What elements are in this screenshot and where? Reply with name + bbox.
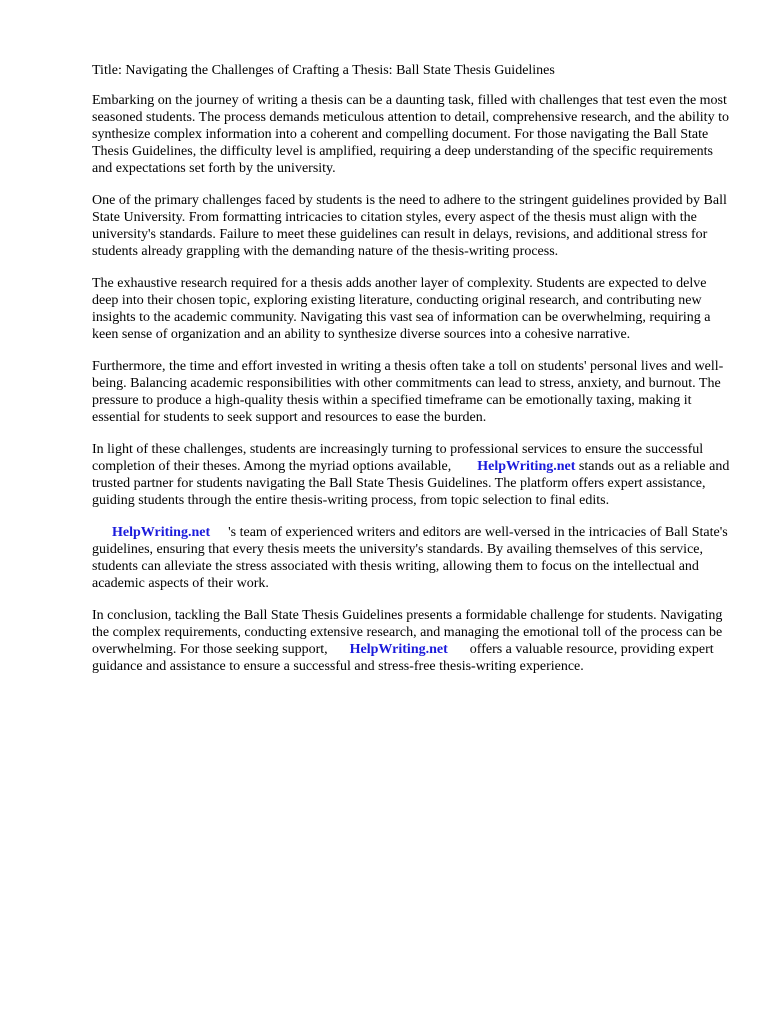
paragraph-services-after: stands out as a reliable and trusted partner for students navigating the Ball State Thesis Guidelines. The platform offers expert assistance, guiding students through the entire thesis-writing process, from topic selection to final edits. — [92, 459, 730, 508]
document-title: Title: Navigating the Challenges of Crafting a Thesis: Ball State Thesis Guidelines — [92, 63, 555, 78]
helpwriting-link-2[interactable]: HelpWriting.net — [112, 525, 211, 540]
paragraph-team-after: 's team of experienced writers and editors are well-versed in the intricacies of Ball State's guidelines, ensuring that every thesis meets the university's standards. By availing themselves of this service, students can alleviate the stress associated with thesis writing, allowing them to focus on the intellectual and academic aspects of their work. — [92, 525, 728, 591]
paragraph-research: The exhaustive research required for a thesis adds another layer of complexity. Students are expected to delve deep into their chosen topic, exploring existing literature, conducting original research, and contributing new insights to the academic community. Navigating this vast sea of information can be overwhelming, requiring a keen sense of organization and an ability to synthesize diverse sources into a cohesive narrative. — [92, 276, 711, 342]
paragraph-conclusion-after: offers a valuable resource, providing expert guidance and assistance to ensure a successful and stress-free thesis-writing experience. — [92, 642, 714, 674]
helpwriting-link-1[interactable]: HelpWriting.net — [477, 459, 576, 474]
document-body — [92, 62, 732, 690]
helpwriting-link-3[interactable]: HelpWriting.net — [349, 642, 448, 657]
paragraph-conclusion — [92, 607, 732, 675]
paragraph-intro: Embarking on the journey of writing a thesis can be a daunting task, filled with challenges that test even the most seasoned students. The process demands meticulous attention to detail, comprehensive research, and the ability to synthesize complex information into a coherent and compelling document. For those navigating the Ball State Thesis Guidelines, the difficulty level is amplified, requiring a deep understanding of the specific requirements and expectations set forth by the university. — [92, 93, 729, 176]
paragraph-conclusion-before: In conclusion, tackling the Ball State Thesis Guidelines presents a formidable challenge for students. Navigating the complex requirements, conducting extensive research, and managing the emotional toll of the process can be overwhelming. For those seeking support, — [92, 608, 723, 657]
paragraph-guidelines: One of the primary challenges faced by students is the need to adhere to the stringent guidelines provided by Ball State University. From formatting intricacies to citation styles, every aspect of the thesis must align with the university's standards. Failure to meet these guidelines can result in delays, revisions, and additional stress for students already grappling with the demanding nature of the thesis-writing process. — [92, 193, 727, 259]
paragraph-wellbeing: Furthermore, the time and effort invested in writing a thesis often take a toll on students' personal lives and well-being. Balancing academic responsibilities with other commitments can lead to stress, anxiety, and burnout. The pressure to produce a high-quality thesis within a specified timeframe can be emotionally taxing, making it essential for students to seek support and resources to ease the burden. — [92, 359, 724, 425]
paragraph-team — [92, 524, 732, 592]
paragraph-services — [92, 441, 732, 509]
paragraph-services-before: In light of these challenges, students are increasingly turning to professional services to ensure the successful completion of their theses. Among the myriad options available, — [92, 442, 704, 474]
